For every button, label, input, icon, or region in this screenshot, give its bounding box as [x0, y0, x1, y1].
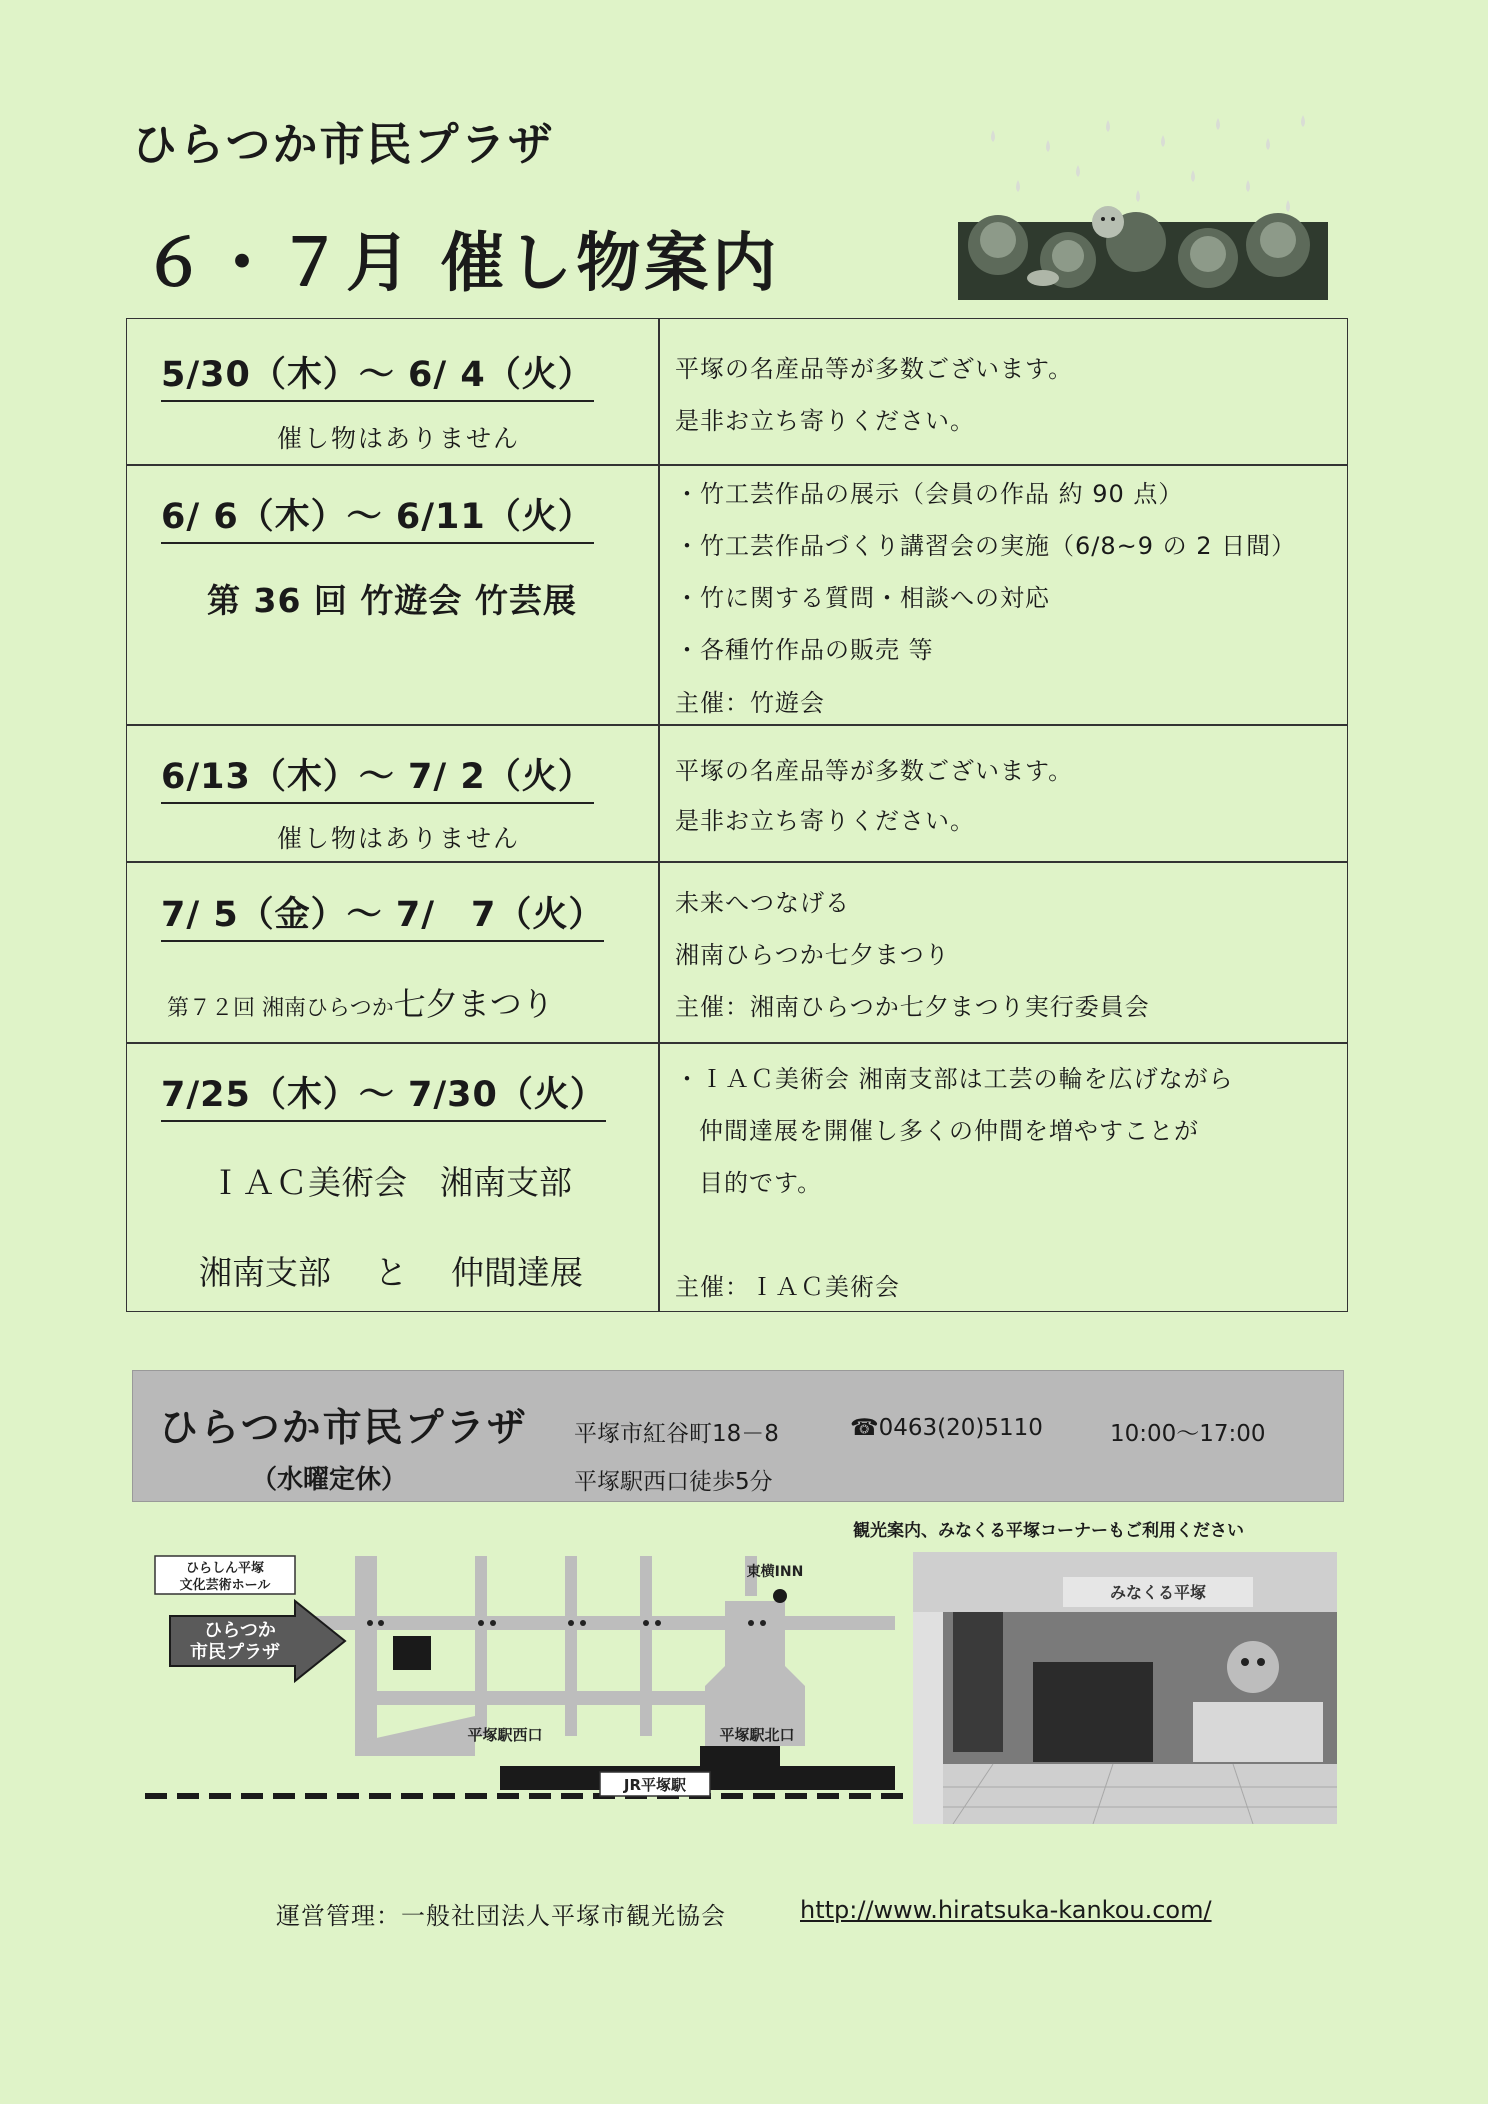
row-divider	[127, 724, 1347, 726]
schedule-event: 第 36 回 竹遊会 竹芸展	[207, 581, 577, 620]
info-access: 平塚駅西口徒歩5分	[574, 1469, 773, 1495]
page-title: ６・７月 催し物案内	[142, 227, 781, 301]
event-emphasis: 七夕まつり	[393, 985, 554, 1023]
schedule-detail: ・各種竹作品の販売 等	[675, 636, 934, 664]
plaza-arrow	[170, 1601, 345, 1681]
schedule-date: 7/25（木）～ 7/30（火）	[161, 1067, 606, 1122]
schedule-event-line2: 湘南支部 と 仲間達展	[199, 1253, 583, 1292]
map-hall-label-1: ひらしん平塚	[185, 1561, 265, 1576]
schedule-detail: 是非お立ち寄りください。	[675, 807, 975, 835]
info-name: ひらつか市民プラザ	[159, 1406, 528, 1451]
schedule-event: 催し物はありません	[277, 424, 521, 453]
schedule-date: 6/ 6（木）～ 6/11（火）	[161, 489, 594, 544]
schedule-detail: ・竹工芸作品づくり講習会の実施（6/8~9 の 2 日間）	[675, 532, 1297, 560]
schedule-detail: ・竹工芸作品の展示（会員の作品 約 90 点）	[675, 480, 1184, 508]
schedule-detail: 是非お立ち寄りください。	[675, 407, 975, 435]
schedule-detail: 主催：ＩＡＣ美術会	[675, 1273, 900, 1301]
schedule-event: 催し物はありません	[277, 824, 521, 853]
map-west-exit-label: 平塚駅西口	[467, 1726, 543, 1744]
schedule-date: 7/ 5（金）～ 7/ 7（火）	[161, 887, 604, 942]
footer-url[interactable]: http://www.hiratsuka-kankou.com/	[800, 1896, 1212, 1924]
column-divider	[658, 319, 660, 1311]
map-hotel-label: 東横INN	[746, 1564, 804, 1580]
access-map	[145, 1516, 905, 1826]
info-phone: ☎0463(20)5110	[850, 1415, 1043, 1441]
plaza-building	[393, 1636, 431, 1670]
info-hours: 10:00～17:00	[1110, 1421, 1266, 1447]
footer-admin: 運営管理：一般社団法人平塚市観光協会	[276, 1902, 726, 1930]
row-divider	[127, 464, 1347, 466]
schedule-detail: 目的です。	[699, 1169, 823, 1197]
schedule-detail: 主催：竹遊会	[675, 689, 825, 717]
org-title: ひらつか市民プラザ	[132, 118, 555, 171]
map-hall-label-2: 文化芸術ホール	[179, 1578, 271, 1593]
schedule-event-line1: ＩＡＣ美術会 湘南支部	[209, 1163, 572, 1202]
row-divider	[127, 861, 1347, 863]
map-north-exit-label: 平塚駅北口	[719, 1726, 795, 1744]
schedule-date: 5/30（木）～ 6/ 4（火）	[161, 347, 594, 402]
schedule-detail: 主催：湘南ひらつか七夕まつり実行委員会	[675, 993, 1150, 1021]
info-box	[132, 1370, 1344, 1502]
schedule-table	[126, 318, 1348, 1312]
schedule-date: 6/13（木）～ 7/ 2（火）	[161, 749, 594, 804]
schedule-detail: 仲間達展を開催し多くの仲間を増やすことが	[699, 1117, 1199, 1145]
event-prefix: 第７２回 湘南ひらつか	[167, 996, 394, 1021]
info-address: 平塚市紅谷町18－8	[574, 1421, 779, 1447]
info-closed: （水曜定休）	[251, 1465, 408, 1495]
photo-caption: 観光案内、みなくる平塚コーナーもご利用ください	[853, 1521, 1244, 1541]
schedule-detail: 未来へつなげる	[675, 889, 850, 917]
schedule-event	[167, 979, 554, 1025]
row-divider	[127, 1042, 1347, 1044]
map-arrow-label-2: 市民プラザ	[190, 1642, 280, 1663]
hydrangea-illustration	[958, 110, 1328, 300]
photo-sign-label: みなくる平塚	[1109, 1583, 1207, 1602]
schedule-detail: ・ＩＡＣ美術会 湘南支部は工芸の輪を広げながら	[675, 1065, 1234, 1093]
map-arrow-label-1: ひらつか	[204, 1620, 276, 1641]
schedule-detail: ・竹に関する質問・相談への対応	[675, 584, 1050, 612]
schedule-detail: 平塚の名産品等が多数ございます。	[675, 757, 1074, 785]
schedule-detail: 平塚の名産品等が多数ございます。	[675, 355, 1074, 383]
map-station-label: JR平塚駅	[623, 1776, 687, 1794]
tourist-corner-photo	[913, 1552, 1337, 1824]
schedule-detail: 湘南ひらつか七夕まつり	[675, 941, 950, 969]
